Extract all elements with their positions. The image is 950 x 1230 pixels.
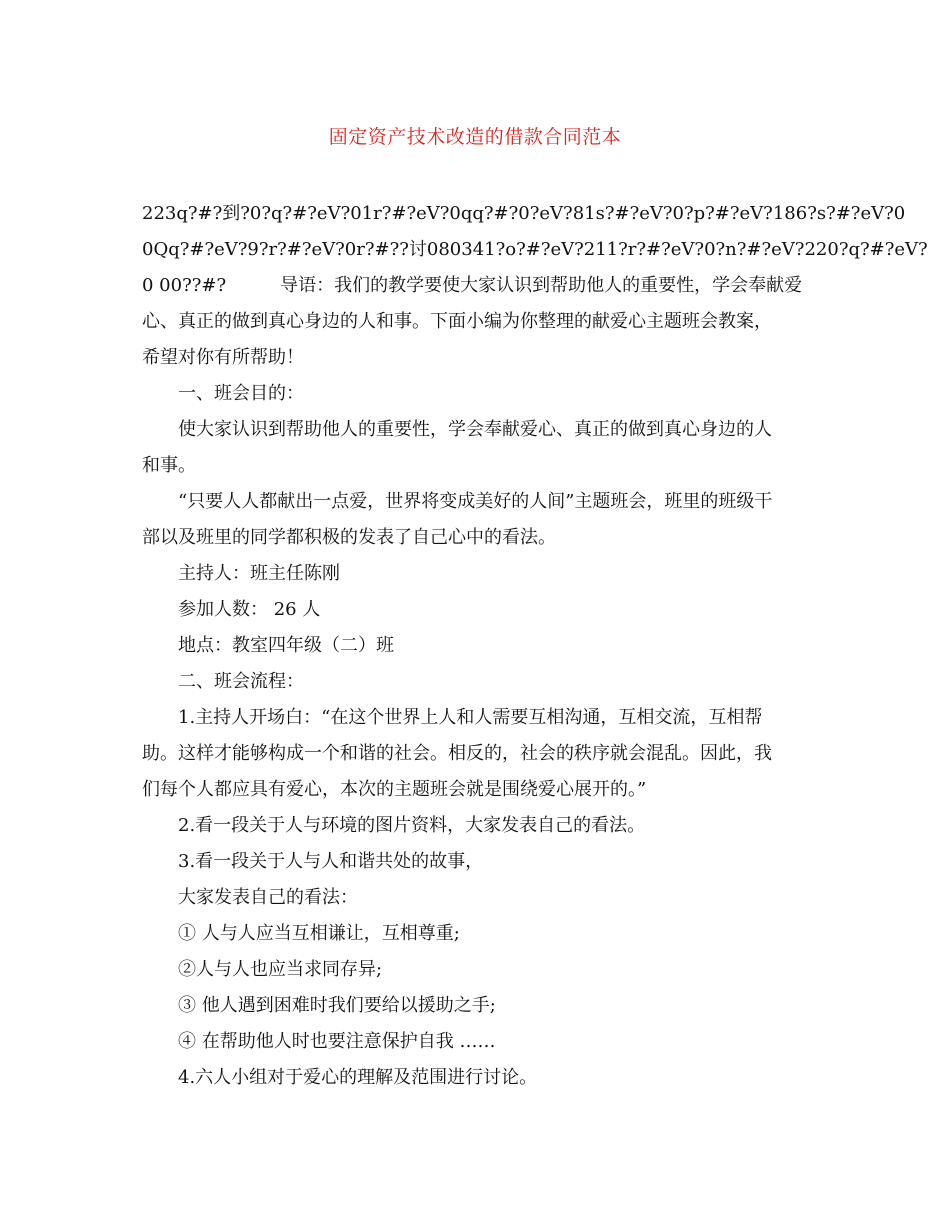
- theme-line-1: “只要人人都献出一点爱，世界将变成美好的人间”主题班会，班里的班级干: [178, 491, 773, 512]
- section-heading-purpose: 一、班会目的：: [178, 383, 304, 404]
- purpose-line-1: 使大家认识到帮助他人的重要性，学会奉献爱心、真正的做到真心身边的人: [178, 419, 772, 440]
- step-1-line-3: 们每个人都应具有爱心，本次的主题班会就是围绕爱心展开的。”: [142, 779, 647, 800]
- location-line: 地点：教室四年级（二）班: [178, 635, 394, 656]
- participants-line: 参加人数： 26 人: [178, 599, 321, 620]
- host-line: 主持人：班主任陈刚: [178, 563, 340, 584]
- step-3-line: 3.看一段关于人与人和谐共处的故事，: [178, 851, 484, 872]
- step-1-line-2: 助。这样才能够构成一个和谐的社会。相反的，社会的秩序就会混乱。因此，我: [142, 743, 772, 764]
- garbled-line-1: 223q?#?到?0?q?#?eV?01r?#?eV?0qq?#?0?eV?81s?#?eV?0?p?#?eV?186?s?#?eV?0: [142, 203, 906, 224]
- opinion-item-2: ②人与人也应当求同存异;: [178, 959, 383, 980]
- section-heading-process: 二、班会流程：: [178, 671, 304, 692]
- opinion-item-3: ③ 他人遇到困难时我们要给以援助之手;: [178, 995, 496, 1016]
- step-1-line-1: 1.主持人开场白：“在这个世界上人和人需要互相沟通，互相交流，互相帮: [178, 707, 763, 728]
- document-body: [142, 196, 928, 1096]
- opinions-heading: 大家发表自己的看法：: [178, 887, 358, 908]
- opinion-item-4: ④ 在帮助他人时也要注意保护自我 ……: [178, 1031, 496, 1052]
- intro-line-3: 希望对你有所帮助！: [142, 347, 304, 368]
- intro-line-1: 0 00??#? 导语：我们的教学要使大家认识到帮助他人的重要性，学会奉献爱: [142, 275, 803, 296]
- purpose-line-2: 和事。: [142, 455, 196, 476]
- opinion-item-1: ① 人与人应当互相谦让，互相尊重;: [178, 923, 460, 944]
- garbled-line-2: 0Qq?#?eV?9?r?#?eV?0r?#??讨080341?o?#?eV?211?r?#?eV?0?n?#?eV?220?q?#?eV?: [142, 239, 928, 260]
- intro-line-2: 心、真正的做到真心身边的人和事。下面小编为你整理的献爱心主题班会教案，: [142, 311, 772, 332]
- theme-line-2: 部以及班里的同学都积极的发表了自己心中的看法。: [142, 527, 556, 548]
- step-4-line: 4.六人小组对于爱心的理解及范围进行讨论。: [178, 1067, 538, 1088]
- step-2-line: 2.看一段关于人与环境的图片资料，大家发表自己的看法。: [178, 815, 646, 836]
- document-title: 固定资产技术改造的借款合同范本: [328, 126, 622, 148]
